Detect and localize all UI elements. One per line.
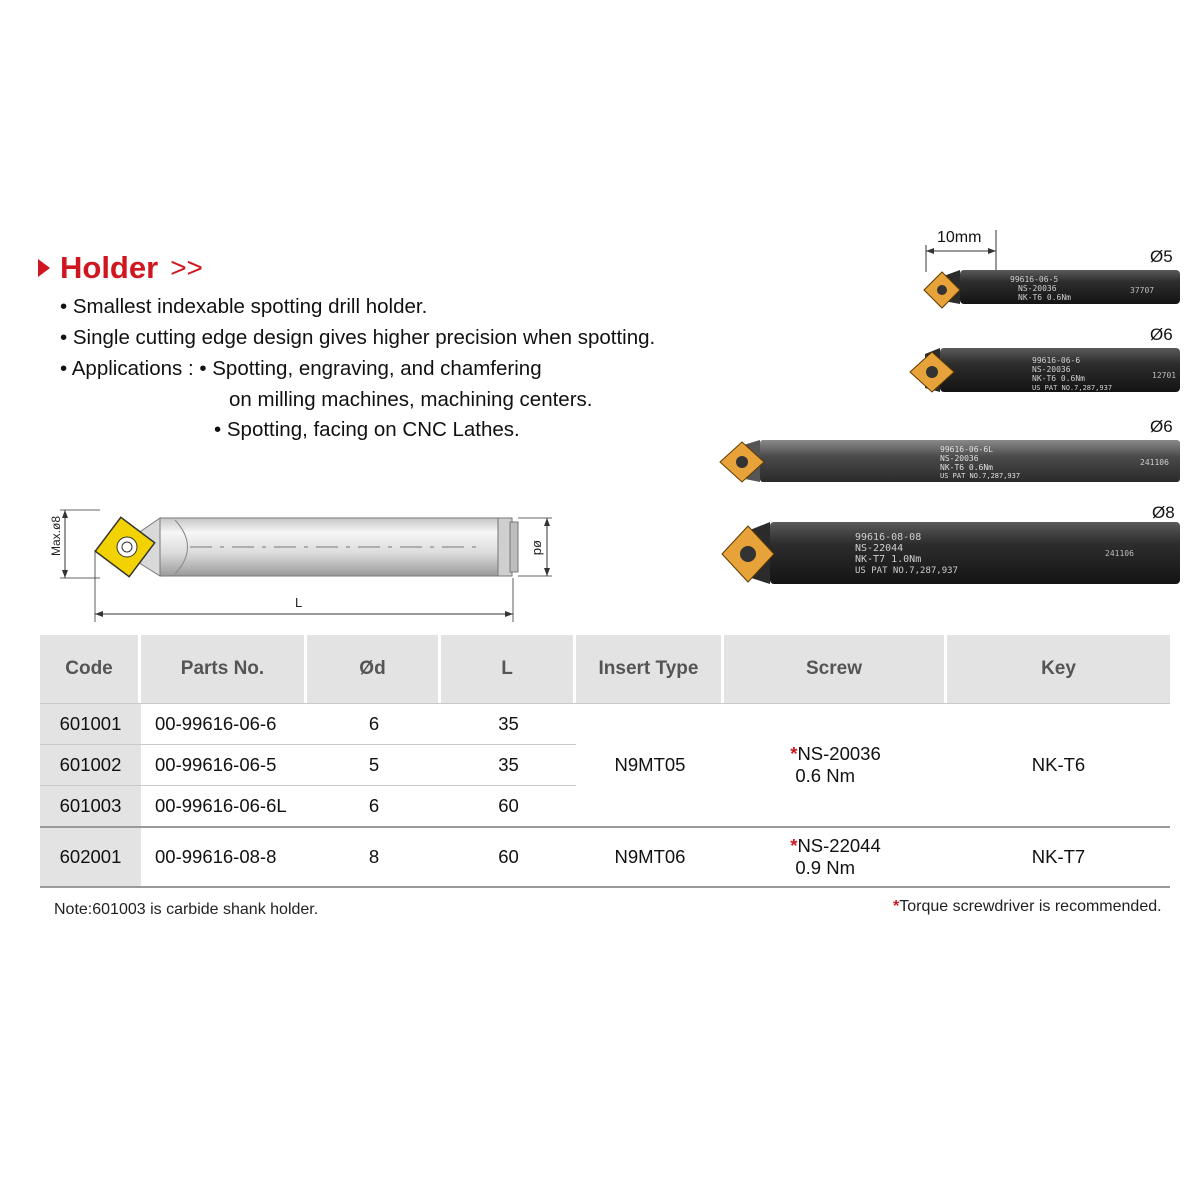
cell-od: 6 xyxy=(307,785,441,826)
svg-text:NS-20036: NS-20036 xyxy=(1018,284,1057,293)
bullet-4: • Spotting, facing on CNC Lathes. xyxy=(214,418,520,441)
cell-code: 601001 xyxy=(40,703,141,744)
svg-text:99616-06-5: 99616-06-5 xyxy=(1010,275,1059,284)
holder-dimension-diagram xyxy=(40,500,570,630)
header-od: Ød xyxy=(307,635,441,703)
screw-asterisk: * xyxy=(790,743,798,764)
svg-text:NS-22044: NS-22044 xyxy=(855,543,904,554)
bullet-1: • Smallest indexable spotting drill holder. xyxy=(60,295,428,318)
screw-asterisk: * xyxy=(790,835,798,856)
tool-photo-d6-long xyxy=(720,440,1180,482)
bullet-3-continued: on milling machines, machining centers. xyxy=(229,388,593,411)
svg-text:NK-T6 0.6Nm: NK-T6 0.6Nm xyxy=(1032,374,1085,383)
svg-text:NS-20036: NS-20036 xyxy=(1032,365,1071,374)
cell-od: 5 xyxy=(307,744,441,785)
insert-icon xyxy=(91,513,159,581)
screw-torque: 0.9 Nm xyxy=(795,857,856,878)
product-photos xyxy=(700,220,1190,600)
cell-parts-no: 00-99616-06-6 xyxy=(141,703,307,744)
svg-text:241106: 241106 xyxy=(1105,549,1134,558)
svg-text:NS-20036: NS-20036 xyxy=(940,454,979,463)
cell-screw-group2 xyxy=(724,826,947,888)
cell-insert-type-group2: N9MT06 xyxy=(576,826,724,888)
title-arrows: >> xyxy=(170,252,203,283)
diameter-label-2: Ø6 xyxy=(1150,325,1173,344)
bullet-3: • Applications : • Spotting, engraving, and chamfering xyxy=(60,357,542,380)
table-row xyxy=(40,826,1170,888)
note-torque-text: Torque screwdriver is recommended. xyxy=(899,898,1162,915)
cell-screw-group1 xyxy=(724,703,947,826)
diameter-label-1: Ø5 xyxy=(1150,247,1173,266)
length-label: L xyxy=(295,595,303,610)
header-key: Key xyxy=(947,635,1170,703)
cell-l: 60 xyxy=(441,785,576,826)
max-diameter-label: Max.ø8 xyxy=(49,515,63,556)
svg-text:NK-T7 1.0Nm: NK-T7 1.0Nm xyxy=(855,554,922,565)
svg-text:99616-06-6L: 99616-06-6L xyxy=(940,445,993,454)
cell-parts-no: 00-99616-08-8 xyxy=(141,826,307,888)
svg-text:37707: 37707 xyxy=(1130,286,1155,295)
svg-text:US PAT NO.7,287,937: US PAT NO.7,287,937 xyxy=(940,472,1021,480)
svg-text:99616-06-6: 99616-06-6 xyxy=(1032,356,1081,365)
screw-part: NS-20036 xyxy=(797,743,881,764)
cell-key-group1: NK-T6 xyxy=(947,703,1170,826)
svg-text:US PAT NO.7,287,937: US PAT NO.7,287,937 xyxy=(1032,384,1113,392)
diameter-label-4: Ø8 xyxy=(1152,503,1175,522)
cell-code: 602001 xyxy=(40,826,141,888)
title-marker-icon xyxy=(38,259,50,277)
diameter-label-3: Ø6 xyxy=(1150,417,1173,436)
svg-text:US PAT NO.7,287,937: US PAT NO.7,287,937 xyxy=(855,566,958,576)
cell-parts-no: 00-99616-06-5 xyxy=(141,744,307,785)
cell-code: 601003 xyxy=(40,785,141,826)
dimension-10mm-label: 10mm xyxy=(937,229,982,246)
header-parts-no: Parts No. xyxy=(141,635,307,703)
header-screw: Screw xyxy=(724,635,947,703)
cell-insert-type-group1: N9MT05 xyxy=(576,703,724,826)
note-carbide: Note:601003 is carbide shank holder. xyxy=(54,901,319,918)
tool-photo-d8 xyxy=(722,522,1180,584)
header-l: L xyxy=(441,635,576,703)
spec-table xyxy=(40,635,1170,888)
cell-l: 60 xyxy=(441,826,576,888)
screw-part: NS-22044 xyxy=(797,835,881,856)
cell-l: 35 xyxy=(441,744,576,785)
cell-l: 35 xyxy=(441,703,576,744)
svg-text:241106: 241106 xyxy=(1140,458,1169,467)
bullet-2: • Single cutting edge design gives higher precision when spotting. xyxy=(60,326,656,349)
cell-parts-no: 00-99616-06-6L xyxy=(141,785,307,826)
table-header-row xyxy=(40,635,1170,703)
svg-text:NK-T6 0.6Nm: NK-T6 0.6Nm xyxy=(1018,293,1071,302)
note-asterisk: * xyxy=(893,898,900,915)
svg-text:12701: 12701 xyxy=(1152,371,1177,380)
header-code: Code xyxy=(40,635,141,703)
cell-key-group2: NK-T7 xyxy=(947,826,1170,888)
note-torque xyxy=(893,898,1162,916)
svg-text:NK-T6 0.6Nm: NK-T6 0.6Nm xyxy=(940,463,993,472)
cell-od: 6 xyxy=(307,703,441,744)
od-label: ød xyxy=(531,540,546,556)
header-insert-type: Insert Type xyxy=(576,635,724,703)
table-row xyxy=(40,703,1170,744)
tool-photo-d6 xyxy=(910,348,1180,392)
section-title-text: Holder xyxy=(60,250,159,285)
section-title xyxy=(38,250,203,286)
screw-torque: 0.6 Nm xyxy=(795,765,856,786)
tool-photo-d5 xyxy=(924,270,1180,308)
cell-od: 8 xyxy=(307,826,441,888)
svg-text:99616-08-08: 99616-08-08 xyxy=(855,532,922,543)
cell-code: 601002 xyxy=(40,744,141,785)
